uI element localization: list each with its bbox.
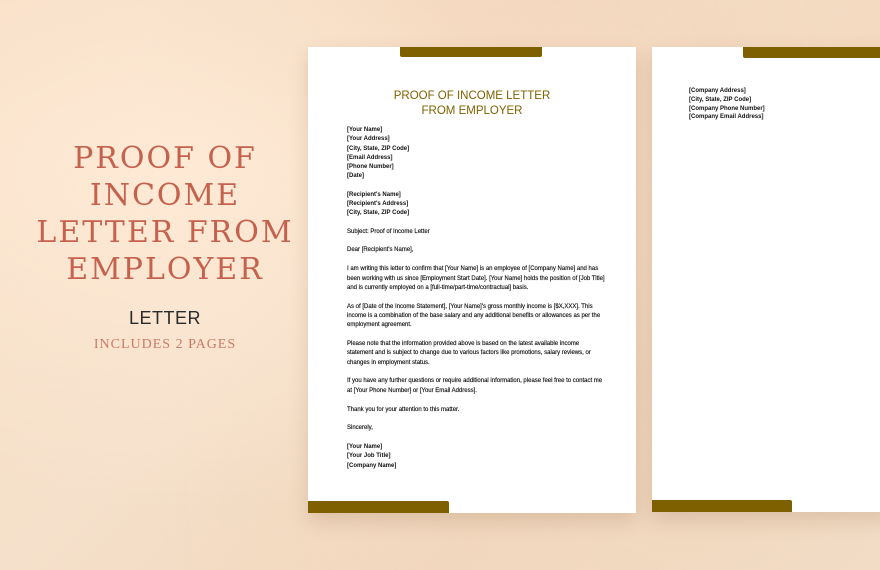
decorative-bottom-bar [652, 500, 792, 512]
document-title-line: FROM EMPLOYER [421, 105, 523, 117]
decorative-top-bar [400, 47, 542, 57]
body-paragraph: Please note that the information provided above is based on the latest available income statement and is subject to change due to various factors like promotions, salary reviews, or changes in employment status. [347, 341, 591, 366]
sender-line: [Date] [347, 173, 365, 180]
salutation: Dear [Recipient's Name], [347, 247, 414, 254]
document-page-2 [652, 47, 880, 512]
signature-line: [Your Name] [347, 444, 383, 451]
promo-title-line: LETTER FROM [36, 215, 294, 250]
signature-line: [Your Job Title] [347, 453, 391, 460]
company-line: [Company Address] [689, 88, 746, 94]
subject-line: Subject: Proof of Income Letter [347, 228, 430, 235]
signature-block [347, 443, 607, 471]
closing: Sincerely, [347, 425, 373, 432]
pages-count-note: INCLUDES 2 PAGES [93, 337, 237, 352]
document-title [308, 89, 636, 119]
promo-title-line: INCOME [89, 178, 241, 213]
company-line: [Company Phone Number] [689, 105, 765, 112]
body-paragraph: Thank you for your attention to this matter. [347, 406, 460, 413]
body-paragraph: If you have any further questions or require additional information, please feel free to contact me at [Your Phone Number] or [Your Email Address]. [347, 378, 603, 394]
recipient-line: [Recipient's Address] [347, 201, 409, 208]
sender-line: [Email Address] [347, 154, 393, 161]
category-label: LETTER [128, 308, 201, 328]
promo-title [30, 140, 300, 288]
body-paragraph: I am writing this letter to confirm that [Your Name] is an employee of [Company Name] and has been working with us since [Employment Start Date]. [Your Name] holds the position of [Job Title] and is currently employed on a [full-time/part-time/contractual] basis. [347, 266, 605, 291]
sender-line: [Your Name] [347, 127, 383, 133]
document-page-1 [308, 47, 636, 513]
sender-line: [Phone Number] [347, 164, 394, 171]
letter-body [347, 126, 607, 471]
sender-line: [Your Address] [347, 136, 390, 143]
document-title-line: PROOF OF INCOME LETTER [393, 90, 551, 102]
recipient-line: [Recipient's Name] [347, 191, 401, 198]
signature-line: [Company Name] [347, 462, 397, 469]
body-paragraph: As of [Date of the Income Statement], [Your Name]'s gross monthly income is [$X,XXX]. This income is a combination of the base salary and any additional benefits or allowances as per the employment agreement. [347, 303, 601, 329]
promo-panel [30, 140, 300, 353]
promo-title-line: PROOF OF [73, 141, 257, 176]
promo-title-line: EMPLOYER [66, 252, 264, 287]
sender-block [347, 126, 607, 182]
sender-line: [City, State, ZIP Code] [347, 145, 410, 152]
decorative-bottom-bar [308, 501, 449, 513]
recipient-line: [City, State, ZIP Code] [347, 210, 410, 217]
company-line: [Company Email Address] [689, 114, 764, 121]
recipient-block [347, 191, 607, 219]
company-line: [City, State, ZIP Code] [689, 96, 752, 103]
company-contact-block [689, 87, 765, 122]
decorative-top-bar [743, 47, 880, 58]
